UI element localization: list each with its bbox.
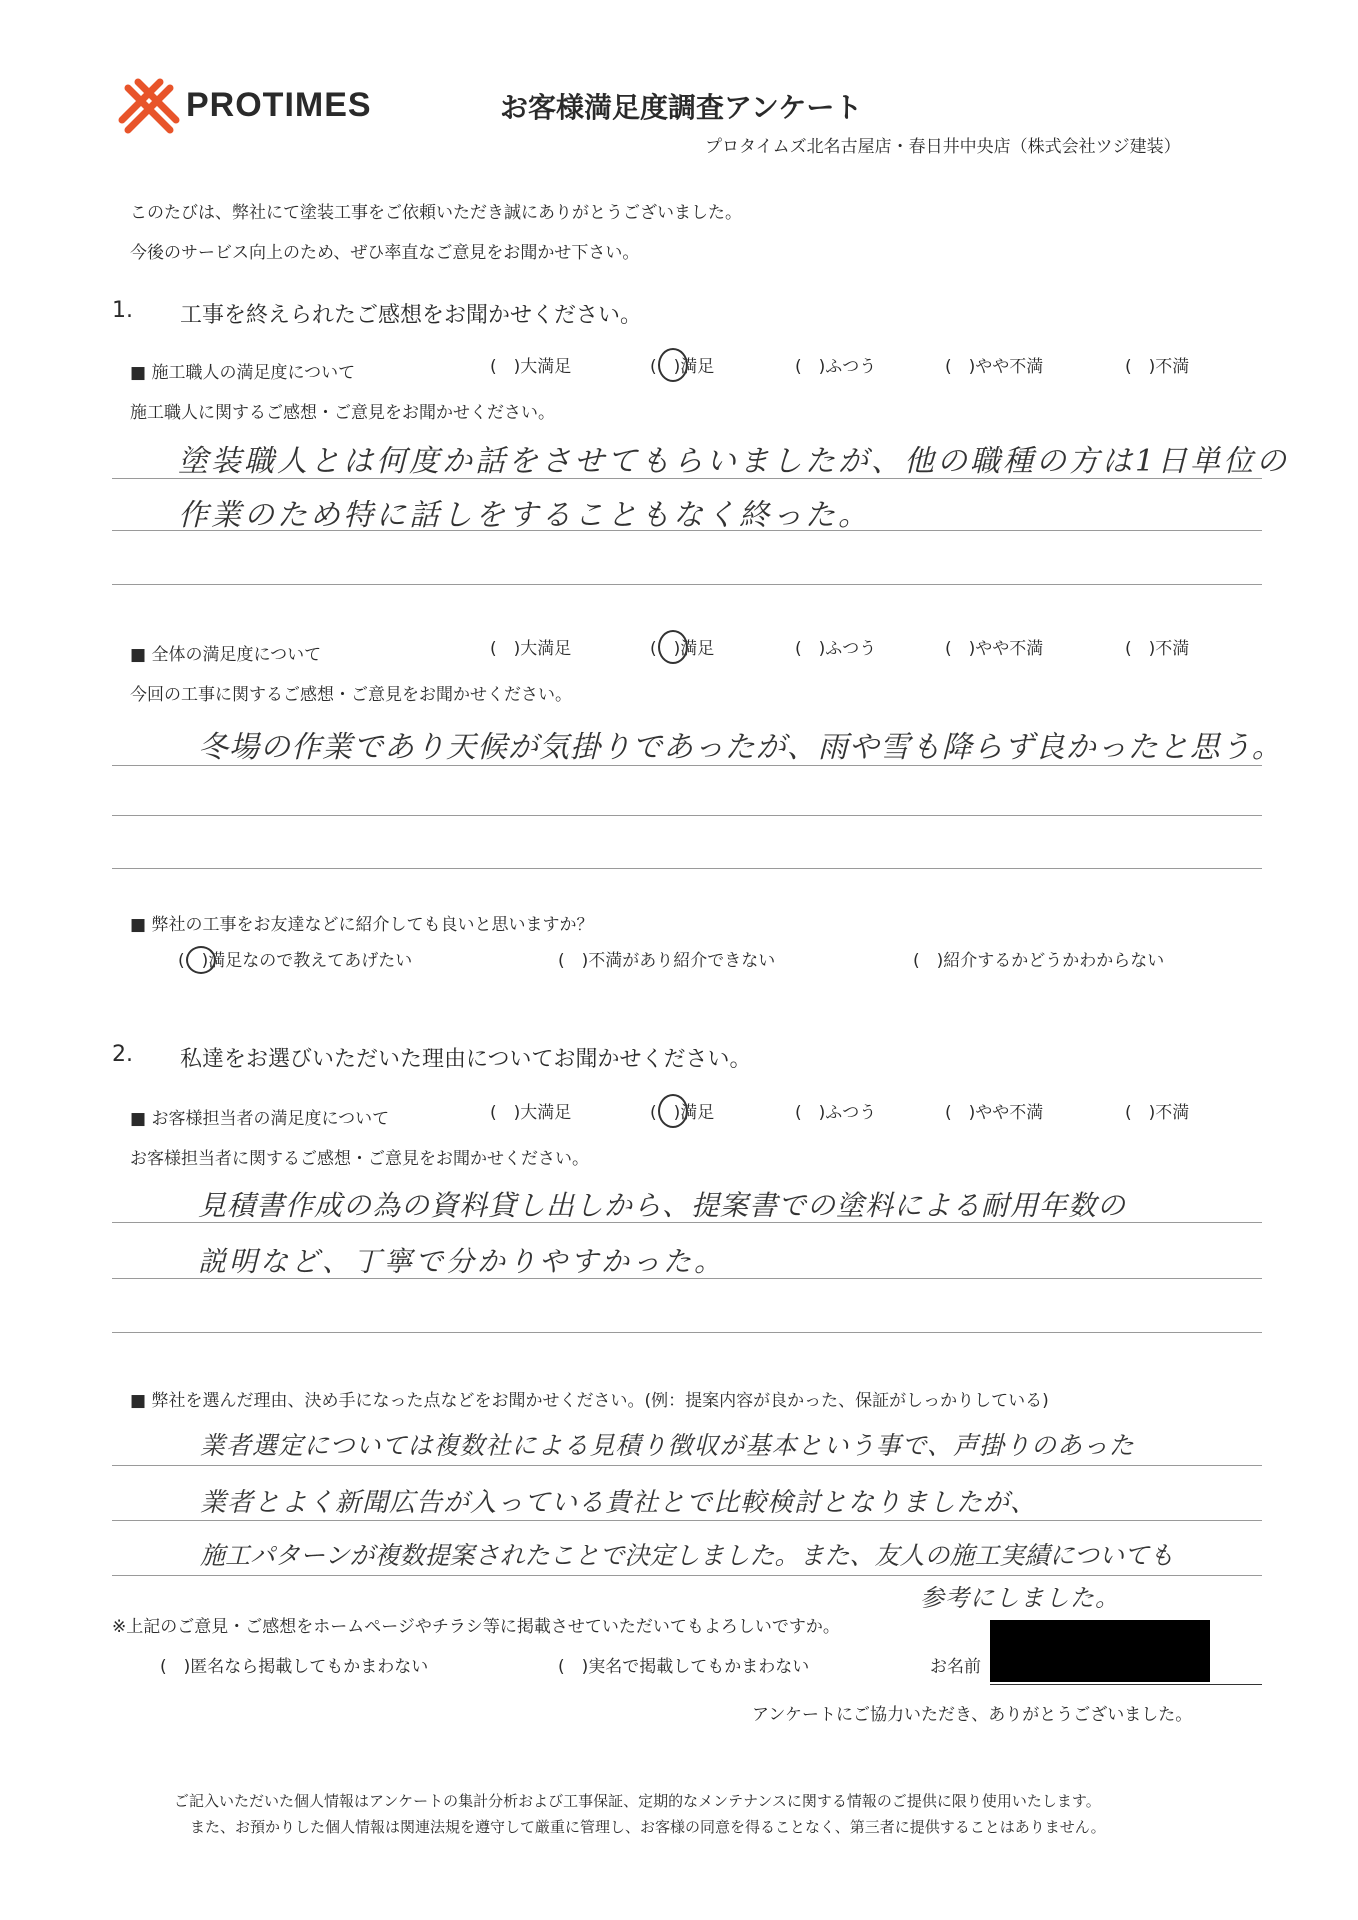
q2-prompt: 今回の工事に関するご感想・ご意見をお聞かせください。: [130, 685, 572, 705]
answer-rule: [112, 868, 1262, 869]
name-label: お名前: [930, 1657, 981, 1677]
q1-rating-group: [490, 352, 1270, 382]
answer-rule: [112, 1465, 1262, 1466]
q2-option-5[interactable]: ( )不満: [1125, 639, 1190, 659]
s2q1-option-2[interactable]: ( )満足: [650, 1103, 715, 1123]
intro-line-2: 今後のサービス向上のため、ぜひ率直なご意見をお聞かせ下さい。: [130, 243, 640, 263]
s2q1-rating-group: [490, 1098, 1270, 1128]
q3-option-2[interactable]: ( )不満があり紹介できない: [558, 951, 776, 971]
s2q1-option-5[interactable]: ( )不満: [1125, 1103, 1190, 1123]
section2-heading: 私達をお選びいただいた理由についてお聞かせください。: [180, 1047, 752, 1072]
s2q1-prompt: お客様担当者に関するご感想・ご意見をお聞かせください。: [130, 1149, 589, 1169]
q3-option-1[interactable]: ( )満足なので教えてあげたい: [178, 951, 413, 971]
name-redaction: [990, 1620, 1210, 1682]
page-title: お客様満足度調査アンケート: [500, 91, 863, 124]
q1-option-2[interactable]: ( )満足: [650, 357, 715, 377]
section1-number: 1.: [112, 298, 133, 323]
q2-option-1[interactable]: ( )大満足: [490, 639, 572, 659]
s2q2-answer-line-4: 参考にしました。: [920, 1584, 1120, 1612]
thanks-text: アンケートにご協力いただき、ありがとうございました。: [752, 1705, 1193, 1725]
q2-selected-circle: [658, 630, 688, 664]
s2q2-answer-line-3: 施工パターンが複数提案されたことで決定しました。また、友人の施工実績についても: [200, 1541, 1175, 1570]
q1-answer-line-1: 塗装職人とは何度か話をさせてもらいましたが、他の職種の方は1日単位の: [178, 444, 1290, 479]
s2q2-answer-line-2: 業者とよく新聞広告が入っている貴社とで比較検討となりましたが、: [200, 1488, 1038, 1518]
protimes-logo-icon: [118, 78, 180, 140]
answer-rule: [112, 815, 1262, 816]
q2-option-2[interactable]: ( )満足: [650, 639, 715, 659]
q1-option-1[interactable]: ( )大満足: [490, 357, 572, 377]
publication-note: ※上記のご意見・ご感想をホームページやチラシ等に掲載させていただいてもよろしいですか。: [112, 1617, 840, 1637]
publication-realname-option[interactable]: ( )実名で掲載してもかまわない: [558, 1657, 810, 1677]
q3-selected-circle: [186, 946, 216, 974]
s2q1-label: ■ お客様担当者の満足度について: [130, 1109, 390, 1129]
section2-number: 2.: [112, 1042, 133, 1067]
q3-option-group: [178, 946, 1278, 976]
publication-anonymous-option[interactable]: ( )匿名なら掲載してもかまわない: [160, 1657, 429, 1677]
answer-rule: [112, 584, 1262, 585]
name-underline: [990, 1684, 1262, 1685]
s2q1-answer-line-1: 見積書作成の為の資料貸し出しから、提案書での塗料による耐用年数の: [198, 1189, 1127, 1222]
q2-rating-group: [490, 634, 1270, 664]
s2q1-option-4[interactable]: ( )やや不満: [945, 1103, 1044, 1123]
q1-prompt: 施工職人に関するご感想・ご意見をお聞かせください。: [130, 403, 555, 423]
q1-label: ■ 施工職人の満足度について: [130, 363, 356, 383]
q2-answer-line-1: 冬場の作業であり天候が気掛りであったが、雨や雪も降らず良かったと思う。: [198, 730, 1283, 765]
s2q2-label: ■ 弊社を選んだ理由、決め手になった点などをお聞かせください。(例：提案内容が良かった、保証がしっかりしている): [130, 1391, 1049, 1411]
brand-name: PROTIMES: [186, 86, 372, 124]
s2q1-option-1[interactable]: ( )大満足: [490, 1103, 572, 1123]
intro-line-1: このたびは、弊社にて塗装工事をご依頼いただき誠にありがとうございました。: [130, 203, 742, 223]
answer-rule: [112, 1520, 1262, 1521]
store-name: プロタイムズ北名古屋店・春日井中央店（株式会社ツジ建装）: [705, 137, 1181, 157]
privacy-line-1: ご記入いただいた個人情報はアンケートの集計分析および工事保証、定期的なメンテナンスに関する情報のご提供に限り使用いたします。: [174, 1792, 1101, 1810]
s2q2-answer-line-1: 業者選定については複数社による見積り徴収が基本という事で、声掛りのあった: [200, 1431, 1135, 1460]
s2q1-option-3[interactable]: ( )ふつう: [795, 1103, 877, 1123]
q1-option-3[interactable]: ( )ふつう: [795, 357, 877, 377]
q2-label: ■ 全体の満足度について: [130, 645, 322, 665]
q2-option-4[interactable]: ( )やや不満: [945, 639, 1044, 659]
answer-rule: [112, 1575, 1262, 1576]
q1-option-4[interactable]: ( )やや不満: [945, 357, 1044, 377]
q1-answer-line-2: 作業のため特に話しをすることもなく終った。: [178, 498, 871, 533]
q1-selected-circle: [658, 348, 688, 382]
section1-heading: 工事を終えられたご感想をお聞かせください。: [180, 303, 643, 328]
q3-option-3[interactable]: ( )紹介するかどうかわからない: [913, 951, 1165, 971]
s2q1-answer-line-2: 説明など、丁寧で分かりやすかった。: [198, 1245, 726, 1278]
q3-label: ■ 弊社の工事をお友達などに紹介しても良いと思いますか？: [130, 915, 594, 935]
q2-option-3[interactable]: ( )ふつう: [795, 639, 877, 659]
brand-logo: [118, 78, 180, 140]
q1-option-5[interactable]: ( )不満: [1125, 357, 1190, 377]
s2q1-selected-circle: [658, 1094, 688, 1128]
privacy-line-2: また、お預かりした個人情報は関連法規を遵守して厳重に管理し、お客様の同意を得ることなく、第三者に提供することはありません。: [190, 1818, 1106, 1836]
answer-rule: [112, 1332, 1262, 1333]
